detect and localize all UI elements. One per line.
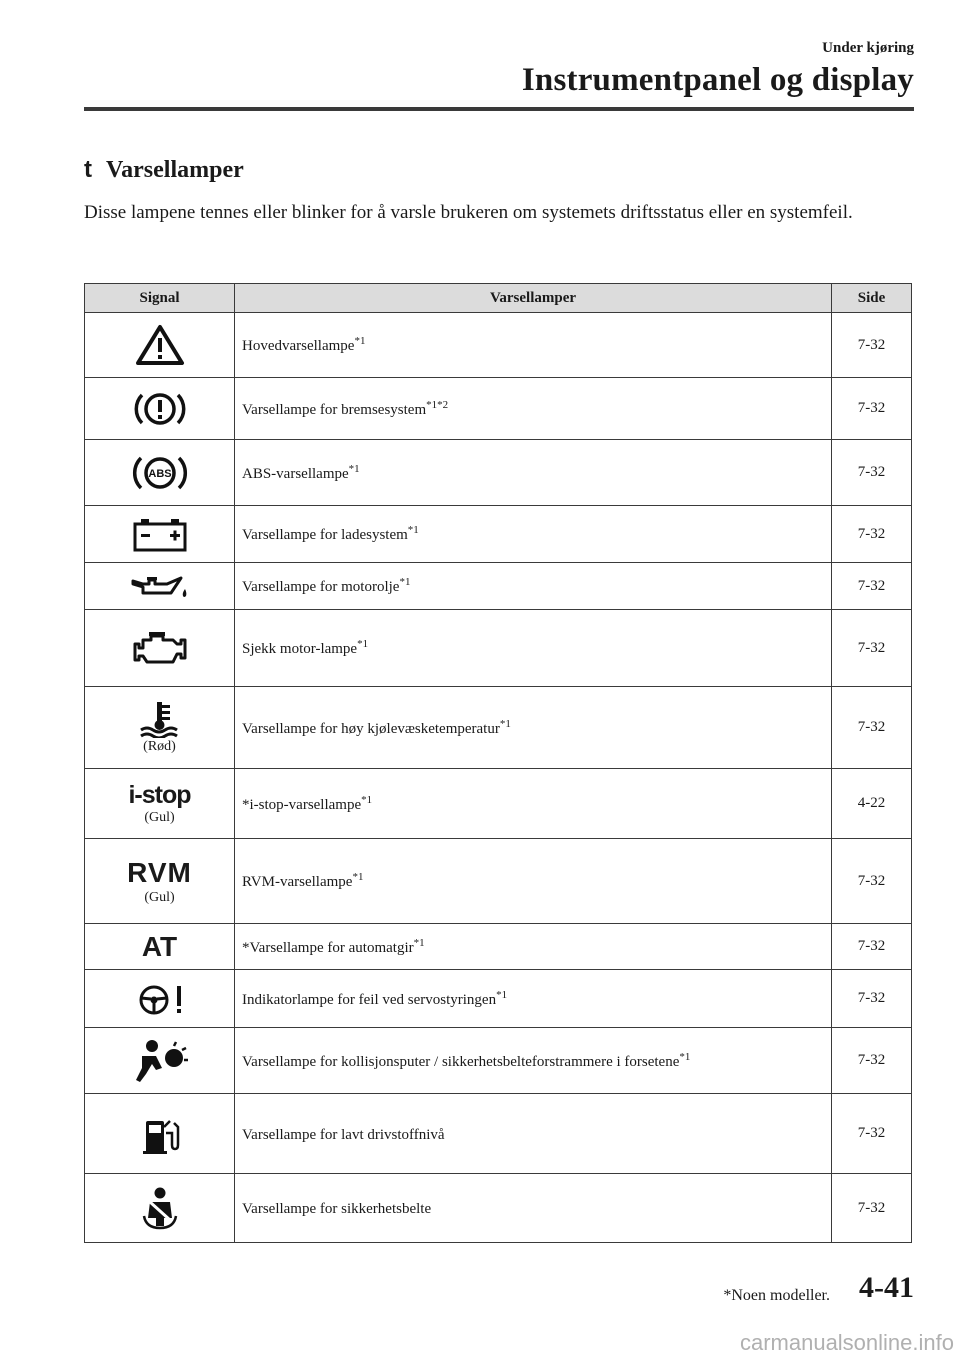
footnote-ref: *1: [361, 793, 373, 806]
footnote-ref: *1: [354, 335, 366, 347]
page-ref: 7-32: [832, 1028, 912, 1094]
warning-label: Varsellampe for lavt drivstoffnivå: [242, 1126, 445, 1143]
page-ref: 7-32: [832, 924, 912, 970]
footnote-ref: *1: [357, 638, 369, 650]
signal-cell: [85, 1174, 235, 1243]
table-row: [85, 769, 912, 839]
page-ref: 4-22: [832, 769, 912, 839]
page-ref: 7-32: [832, 313, 912, 378]
warning-label: *i-stop-varsellampe: [242, 796, 362, 813]
footnote-ref: *1: [399, 576, 411, 588]
battery-icon: [131, 516, 189, 552]
footnote-ref: *1: [496, 988, 508, 1001]
header-title: Instrumentpanel og display: [521, 62, 914, 98]
warning-label: Varsellampe for motorolje: [242, 579, 400, 595]
footnote-ref: *1: [348, 462, 360, 475]
section-marker: t: [84, 156, 92, 183]
fuel-pump-icon: [138, 1113, 182, 1155]
table-row: [85, 1174, 912, 1243]
warning-label: Varsellampe for kollisjonsputer / sikkerhetsbelteforstrammere i forsetene: [242, 1053, 680, 1070]
watermark: carmanualsonline.info: [739, 1330, 954, 1355]
table-row: [85, 440, 912, 506]
footnote-ref: *1: [352, 871, 364, 883]
footnote-ref: *1: [413, 936, 425, 949]
table-row: [85, 687, 912, 769]
signal-cell: [85, 563, 235, 610]
warning-label: ABS-varsellampe: [242, 465, 349, 482]
signal-cell: [85, 839, 235, 924]
page-ref: 7-32: [832, 687, 912, 769]
page-ref: 7-32: [832, 970, 912, 1028]
intro-paragraph: Disse lampene tennes eller blinker for å varsle brukeren om systemets driftsstatus eller en systemfeil.: [84, 202, 853, 223]
signal-cell: [85, 506, 235, 563]
signal-cell: [85, 1028, 235, 1094]
at-icon: AT: [141, 930, 178, 962]
warning-label: Varsellampe for høy kjølevæsketemperatur: [242, 720, 500, 737]
warning-label: Sjekk motor-lampe: [242, 641, 358, 657]
header-subtitle: Under kjøring: [822, 40, 914, 56]
signal-cell: [85, 970, 235, 1028]
section-heading: [84, 156, 244, 184]
page-ref: 7-32: [832, 506, 912, 563]
section-title: Varsellamper: [106, 157, 244, 183]
page-ref: 7-32: [832, 1174, 912, 1243]
color-note: (Gul): [144, 889, 175, 905]
table-row: [85, 610, 912, 687]
header-description: Varsellamper: [235, 284, 832, 313]
table-header-row: [85, 284, 912, 313]
engine-icon: [129, 628, 191, 668]
svg-text:ABS: ABS: [147, 467, 172, 480]
power-steering-icon: [130, 980, 190, 1018]
page-ref: 7-32: [832, 563, 912, 610]
airbag-icon: [132, 1038, 188, 1084]
signal-cell: [85, 687, 235, 769]
warning-label: *Varsellampe for automatgir: [242, 939, 414, 956]
brake-system-icon: [130, 389, 190, 429]
warning-label: Varsellampe for ladesystem: [242, 527, 408, 543]
seat-belt-icon: [138, 1186, 182, 1230]
footnote-ref: *1*2: [426, 398, 449, 411]
header-page: Side: [832, 284, 912, 313]
rvm-icon: RVM: [127, 856, 192, 888]
table-row: [85, 313, 912, 378]
signal-cell: [85, 610, 235, 687]
header-signal: Signal: [85, 284, 235, 313]
table-row: [85, 970, 912, 1028]
table-row: [85, 378, 912, 440]
coolant-temperature-icon: [135, 700, 185, 738]
footnote-ref: *1: [679, 1050, 691, 1063]
color-note: (Rød): [143, 739, 176, 754]
table-row: [85, 506, 912, 563]
footnote: *Noen modeller.: [723, 1287, 830, 1304]
warning-label: RVM-varsellampe: [242, 874, 353, 890]
warning-lights-table: [84, 283, 912, 1243]
footnote-ref: *1: [407, 524, 419, 536]
warning-label: Varsellampe for bremsesystem: [242, 401, 427, 418]
table-row: [85, 563, 912, 610]
page-ref: 7-32: [832, 610, 912, 687]
signal-cell: [85, 924, 235, 970]
table-row: [85, 1094, 912, 1174]
warning-label: Varsellampe for sikkerhetsbelte: [242, 1201, 432, 1217]
header-rule: [84, 107, 914, 111]
signal-cell: [85, 378, 235, 440]
warning-label: Indikatorlampe for feil ved servostyringen: [242, 991, 497, 1008]
table-row: [85, 1028, 912, 1094]
page-ref: 7-32: [832, 440, 912, 506]
page-ref: 7-32: [832, 378, 912, 440]
table-row: [85, 924, 912, 970]
signal-cell: [85, 1094, 235, 1174]
oil-can-icon: [127, 571, 193, 601]
abs-icon: [129, 452, 191, 494]
signal-cell: [85, 440, 235, 506]
page-number: 4-41: [859, 1271, 914, 1304]
i-stop-icon: i-stop: [128, 781, 191, 809]
warning-triangle-icon: [135, 324, 185, 366]
page-ref: 7-32: [832, 1094, 912, 1174]
signal-cell: [85, 769, 235, 839]
page-ref: 7-32: [832, 839, 912, 924]
signal-cell: [85, 313, 235, 378]
color-note: (Gul): [144, 810, 175, 825]
footnote-ref: *1: [499, 717, 511, 730]
table-row: [85, 839, 912, 924]
warning-label: Hovedvarsellampe: [242, 338, 355, 354]
